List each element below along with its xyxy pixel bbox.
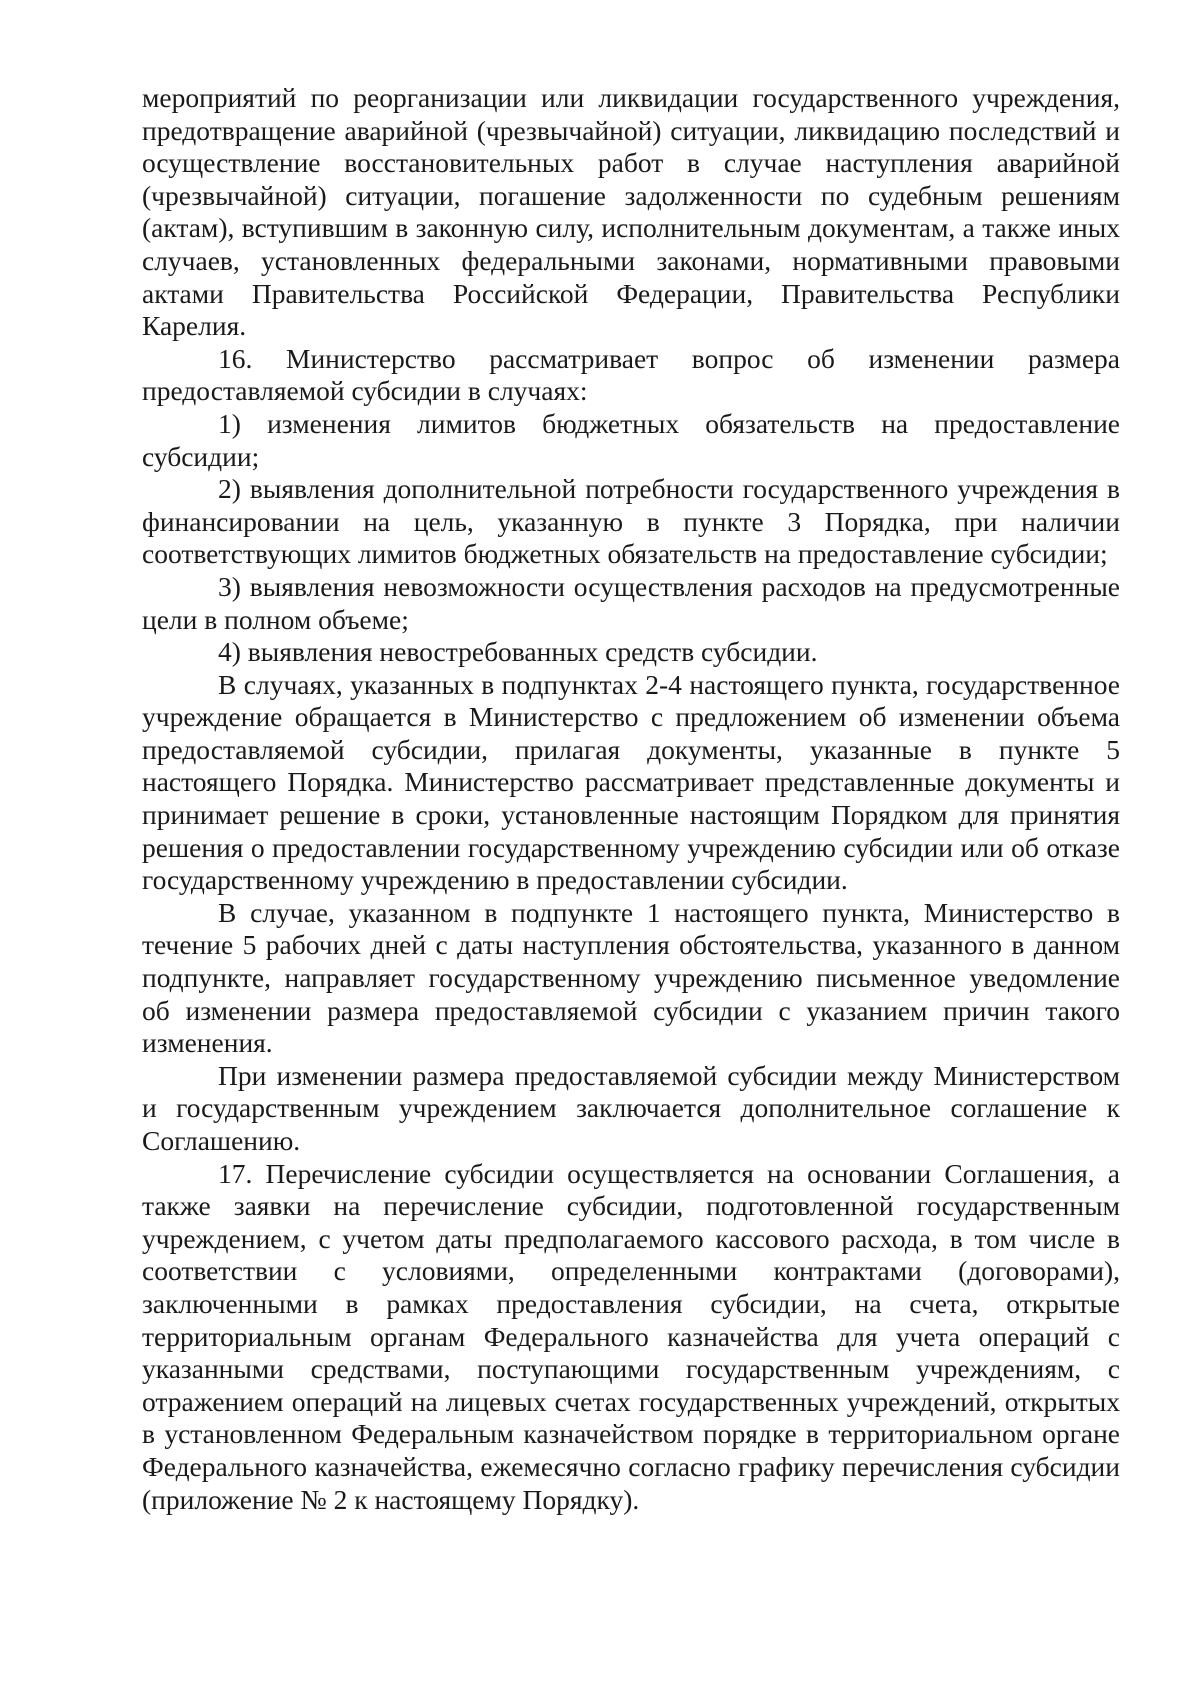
paragraph-subitem-4: 4) выявления невостребованных средств субсидии. xyxy=(218,636,818,668)
paragraph-item-16: 16. Министерство рассматривает вопрос об изменении размера предоставляемой субсидии в случаях: xyxy=(142,342,1120,407)
paragraph-subitem-1: 1) изменения лимитов бюджетных обязательств на предоставление субсидии; xyxy=(142,407,1120,472)
paragraph-additional-agreement: При изменении размера предоставляемой субсидии между Министерством и государственным учреждением заключается дополнительное соглашение к Соглашению. xyxy=(142,1059,1120,1156)
paragraph-subitem-3: 3) выявления невозможности осуществления расходов на предусмотренные цели в полном объеме; xyxy=(142,570,1120,635)
paragraph-continuation: мероприятий по реорганизации или ликвидации государственного учреждения, предотвращение аварийной (чрезвычайной) ситуации, ликвидацию последствий и осуществление восстановительных работ в случае наступления аварийной (чрезвычайной) ситуации, погашение задолженности по судебным решениям (актам), вступившим в законную силу, исполнительным документам, а также иных случаев, установленных федеральными законами, нормативными правовыми актами Правительства Российской Федерации, Правительства Республики Карелия. xyxy=(142,82,1120,342)
paragraph-case-1: В случае, указанном в подпункте 1 настоящего пункта, Министерство в течение 5 рабочих дней с даты наступления обстоятельства, указанного в данном подпункте, направляет государственному учреждению письменное уведомление об изменении размера предоставляемой субсидии с указанием причин такого изменения. xyxy=(142,896,1120,1059)
paragraph-item-17: 17. Перечисление субсидии осуществляется на основании Соглашения, а также заявки на перечисление субсидии, подготовленной государственным учреждением, с учетом даты предполагаемого кассового расхода, в том числе в соответствии с условиями, определенными контрактами (договорами), заключенными в рамках предоставления субсидии, на счета, открытые территориальным органам Федерального казначейства для учета операций с указанными средствами, поступающими государственным учреждениям, с отражением операций на лицевых счетах государственных учреждений, открытых в установленном Федеральным казначейством порядке в территориальном органе Федерального казначейства, ежемесячно согласно графику перечисления субсидии (приложение № 2 к настоящему Порядку). xyxy=(142,1157,1120,1515)
document-page xyxy=(142,82,1120,1516)
paragraph-cases-2-4: В случаях, указанных в подпунктах 2-4 настоящего пункта, государственное учреждение обращается в Министерство с предложением об изменении объема предоставляемой субсидии, прилагая документы, указанные в пункте 5 настоящего Порядка. Министерство рассматривает представленные документы и принимает решение в сроки, установленные настоящим Порядком для принятия решения о предоставлении государственному учреждению субсидии или об отказе государственному учреждению в предоставлении субсидии. xyxy=(142,668,1120,896)
paragraph-subitem-2: 2) выявления дополнительной потребности государственного учреждения в финансировании на цель, указанную в пункте 3 Порядка, при наличии соответствующих лимитов бюджетных обязательств на предоставление субсидии; xyxy=(142,473,1120,570)
